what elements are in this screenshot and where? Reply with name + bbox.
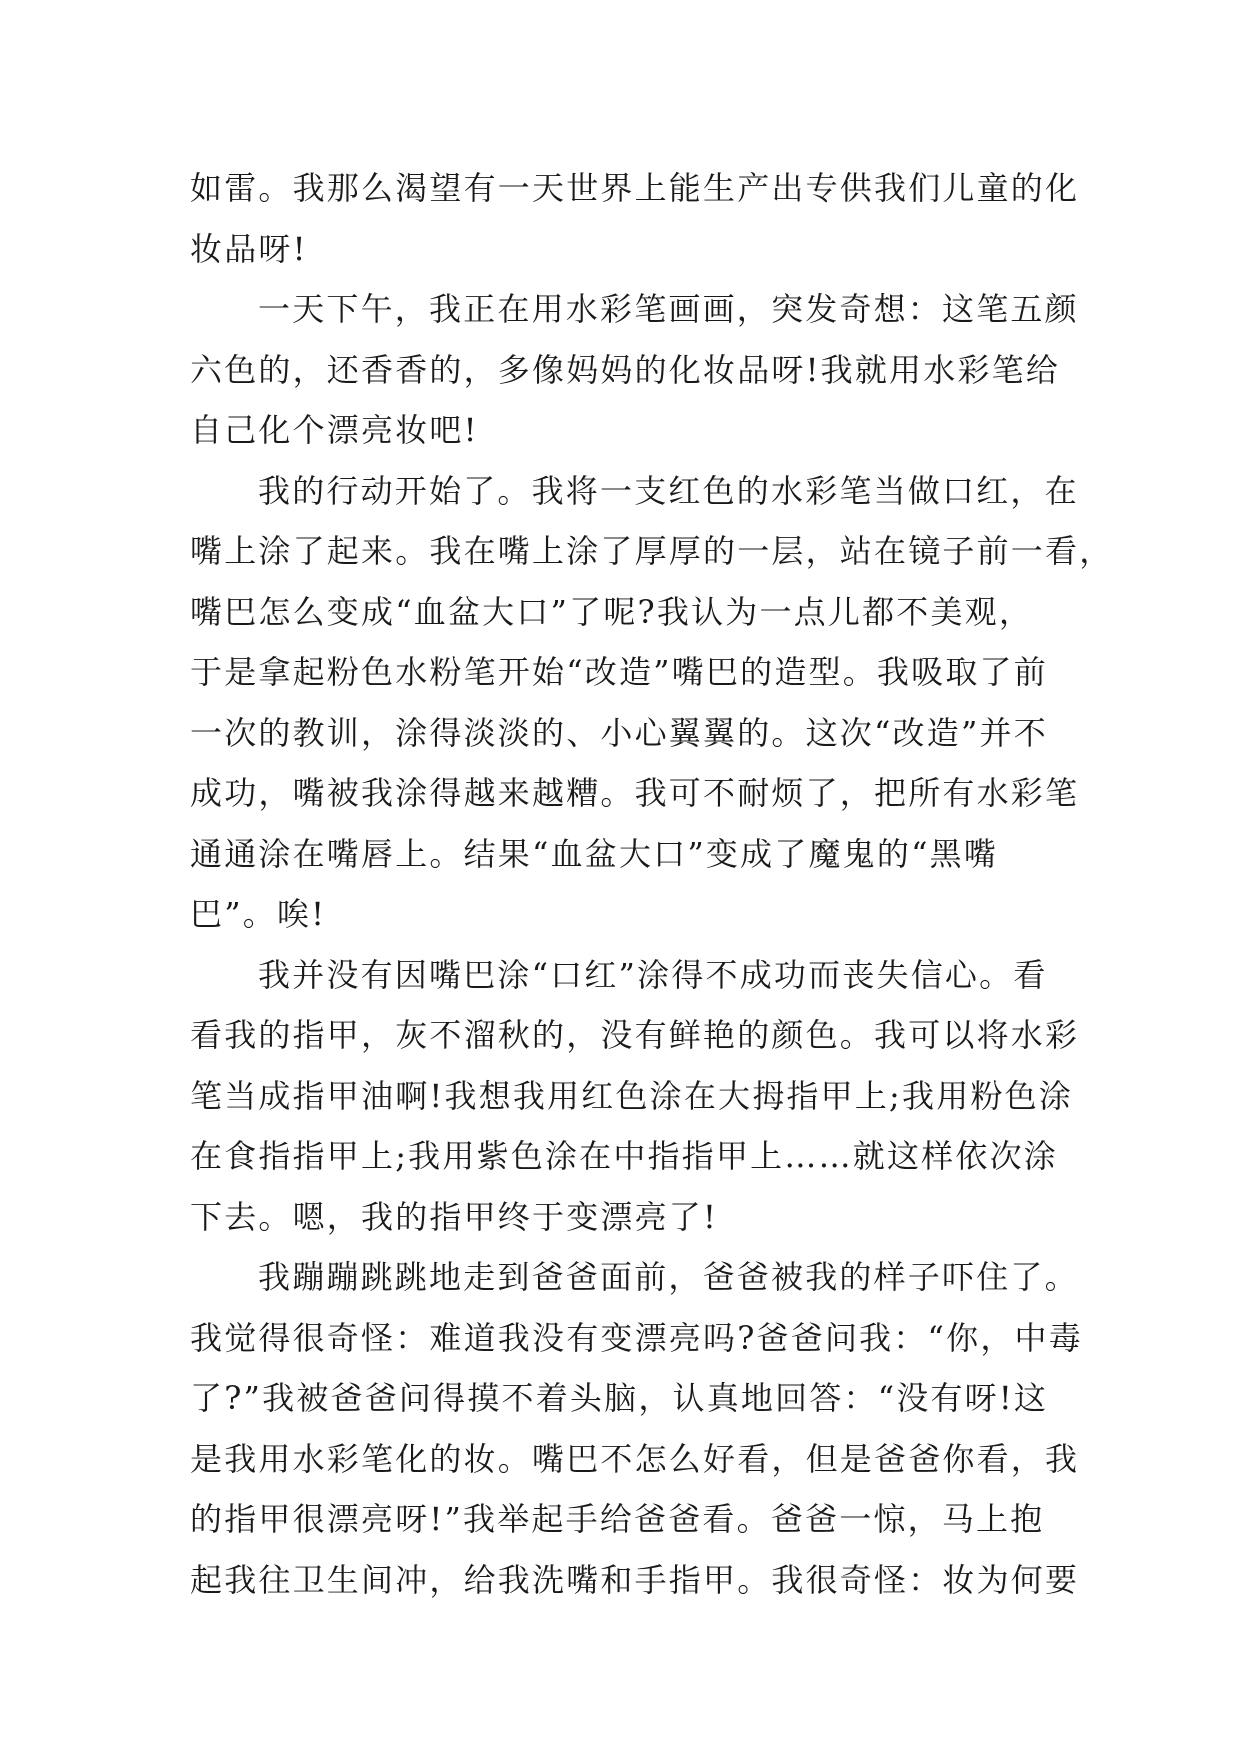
paragraph-first-line: 我蹦蹦跳跳地走到爸爸面前，爸爸被我的样子吓住了。 — [258, 1258, 1079, 1296]
text-line: 在食指指甲上;我用紫色涂在中指指甲上……就这样依次涂 — [190, 1137, 1058, 1175]
text-line: 如雷。我那么渴望有一天世界上能生产出专供我们儿童的化 — [190, 169, 1080, 207]
text-line: 了?”我被爸爸问得摸不着头脑，认真地回答：“没有呀!这 — [190, 1379, 1049, 1417]
text-line: 看我的指甲，灰不溜秋的，没有鲜艳的颜色。我可以将水彩 — [190, 1016, 1080, 1054]
text-line: 是我用水彩笔化的妆。嘴巴不怎么好看，但是爸爸你看，我 — [190, 1439, 1080, 1478]
text-line: 下去。嗯，我的指甲终于变漂亮了! — [190, 1197, 719, 1236]
paragraph-first-line: 我并没有因嘴巴涂“口红”涂得不成功而丧失信心。看 — [258, 955, 1048, 994]
text-line: 成功，嘴被我涂得越来越糟。我可不耐烦了，把所有水彩笔 — [190, 774, 1080, 812]
text-line: 笔当成指甲油啊!我想我用红色涂在大拇指甲上;我用粉色涂 — [190, 1076, 1074, 1115]
body-text — [190, 158, 1114, 1610]
paragraph-first-line: 一天下午，我正在用水彩笔画画，突发奇想：这笔五颜 — [258, 290, 1079, 328]
text-line: 于是拿起粉色水粉笔开始“改造”嘴巴的造型。我吸取了前 — [190, 653, 1048, 691]
text-line: 巴”。唉! — [190, 895, 327, 933]
text-line: 我觉得很奇怪：难道我没有变漂亮吗?爸爸问我：“你，中毒 — [190, 1318, 1083, 1357]
text-line: 嘴巴怎么变成“血盆大口”了呢?我认为一点儿都不美观， — [190, 592, 1034, 631]
paragraph-first-line: 我的行动开始了。我将一支红色的水彩笔当做口红，在 — [258, 471, 1079, 510]
text-line: 六色的，还香香的，多像妈妈的化妆品呀!我就用水彩笔给 — [190, 350, 1061, 389]
text-line: 一次的教训，涂得淡淡的、小心翼翼的。这次“改造”并不 — [190, 713, 1048, 752]
text-line: 自己化个漂亮妆吧! — [190, 411, 479, 449]
text-line: 妆品呀! — [190, 229, 308, 268]
text-line: 通通涂在嘴唇上。结果“血盆大口”变成了魔鬼的“黑嘴 — [190, 834, 999, 873]
text-line: 嘴上涂了起来。我在嘴上涂了厚厚的一层，站在镜子前一看， — [190, 532, 1114, 570]
text-line: 的指甲很漂亮呀!”我举起手给爸爸看。爸爸一惊，马上抱 — [190, 1500, 1045, 1538]
text-line: 起我往卫生间冲，给我洗嘴和手指甲。我很奇怪：妆为何要 — [190, 1560, 1080, 1599]
